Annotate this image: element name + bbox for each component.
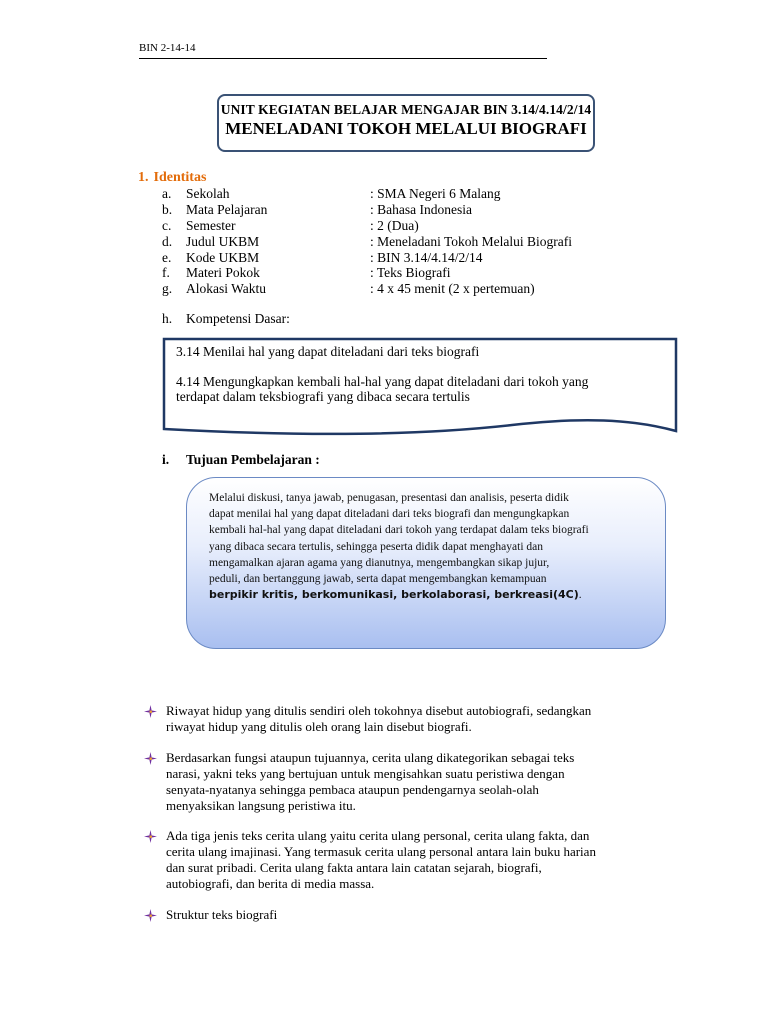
row-letter: b. <box>162 202 173 217</box>
tujuan-line: Melalui diskusi, tanya jawab, penugasan, presentasi dan analisis, peserta didik <box>209 492 569 504</box>
tujuan-line: dapat menilai hal yang dapat diteladani dari teks biografi dan mengungkapkan <box>209 508 570 521</box>
identitas-row-alokasi <box>162 281 602 297</box>
row-letter: c. <box>162 218 172 233</box>
row-value: : Meneladani Tokoh Melalui Biografi <box>370 234 573 249</box>
identitas-row-judul <box>162 234 602 250</box>
tujuan-bold-text: berpikir kritis, berkomunikasi, berkolaborasi, berkreasi(4C) <box>209 588 579 602</box>
identitas-row-mata-pelajaran <box>162 202 602 218</box>
row-label: Alokasi Waktu <box>186 281 267 296</box>
bullet-line: Riwayat hidup yang ditulis sendiri oleh tokohnya disebut autobiografi, sedangkan <box>166 703 592 718</box>
row-label: Materi Pokok <box>186 265 260 280</box>
title-box <box>217 94 595 152</box>
row-letter: f. <box>162 265 170 280</box>
kd-4-14-line2: terdapat dalam teksbiografi yang dibaca secara tertulis <box>176 389 470 404</box>
tujuan-tail: . <box>578 589 582 602</box>
kompetensi-heading <box>162 311 290 327</box>
four-point-star-bullet-icon <box>144 909 157 922</box>
row-value: : 4 x 45 menit (2 x pertemuan) <box>370 281 535 296</box>
row-letter: d. <box>162 234 173 249</box>
section-title: Identitas <box>153 170 207 185</box>
bullet-line: senyata-nyatanya sehingga pembaca ataupun pendengarnya seolah-olah <box>166 782 539 797</box>
four-point-star-bullet-icon <box>144 752 157 765</box>
kd-4-14-line1: 4.14 Mengungkapkan kembali hal-hal yang dapat diteladani dari tokoh yang <box>176 374 589 389</box>
identitas-row-semester <box>162 218 602 234</box>
row-value: : Teks Biografi <box>370 265 451 280</box>
row-letter: g. <box>162 281 173 296</box>
tujuan-line: kembali hal-hal yang dapat diteladani dari tokoh yang terdapat dalam teks biografi <box>209 524 589 537</box>
bullet-line: autobiografi, dan berita di media massa. <box>166 876 375 891</box>
tujuan-box <box>186 477 666 649</box>
tujuan-heading <box>162 452 320 468</box>
identitas-row-sekolah <box>162 186 602 202</box>
document-code: BIN 2-14-14 <box>139 42 196 54</box>
bullet-line: Struktur teks biografi <box>166 907 278 922</box>
row-value: : BIN 3.14/4.14/2/14 <box>370 250 483 265</box>
row-value: : 2 (Dua) <box>370 218 419 233</box>
header-rule <box>139 58 547 59</box>
title-unit: UNIT KEGIATAN BELAJAR MENGAJAR BIN 3.14/4.14/2/14 <box>220 102 592 117</box>
tujuan-line-bold <box>209 587 649 603</box>
row-letter: a. <box>162 186 172 201</box>
bullet-line: Ada tiga jenis teks cerita ulang yaitu cerita ulang personal, cerita ulang fakta, dan <box>166 828 590 843</box>
row-label: Kode UKBM <box>186 250 260 265</box>
section-identitas-heading <box>138 170 206 186</box>
bullet-line: riwayat hidup yang ditulis oleh orang lain disebut biografi. <box>166 719 472 734</box>
bullet-line: dan surat pribadi. Cerita ulang fakta antara lain catatan sejarah, biografi, <box>166 860 542 875</box>
row-label: Judul UKBM <box>186 234 260 249</box>
four-point-star-bullet-icon <box>144 830 157 843</box>
identitas-row-materi <box>162 265 602 281</box>
kompetensi-label: Kompetensi Dasar: <box>186 311 290 326</box>
kd-3-14: 3.14 Menilai hal yang dapat diteladani dari teks biografi <box>176 344 480 359</box>
row-letter: i. <box>162 452 170 467</box>
tujuan-line: yang dibaca secara tertulis, sehingga peserta didik dapat menghayati dan <box>209 540 544 553</box>
identitas-row-kode <box>162 250 602 266</box>
row-label: Sekolah <box>186 186 230 201</box>
tujuan-line: mengamalkan ajaran agama yang dianutnya, mengembangkan sikap jujur, <box>209 556 550 569</box>
bullet-line: cerita ulang imajinasi. Yang termasuk cerita ulang personal antara lain buku harian <box>166 844 596 859</box>
bullet-line: narasi, yakni teks yang bertujuan untuk mengisahkan suatu peristiwa dengan <box>166 766 565 781</box>
bullet-line: Berdasarkan fungsi ataupun tujuannya, cerita ulang dikategorikan sebagai teks <box>166 750 575 765</box>
row-letter: e. <box>162 250 172 265</box>
section-number: 1. <box>138 170 149 185</box>
tujuan-text <box>209 490 649 603</box>
row-label: Mata Pelajaran <box>186 202 268 217</box>
four-point-star-bullet-icon <box>144 705 157 718</box>
bullet-line: menyaksikan langsung peristiwa itu. <box>166 798 356 813</box>
row-value: : Bahasa Indonesia <box>370 202 472 217</box>
row-letter: h. <box>162 311 173 326</box>
title-main: MENELADANI TOKOH MELALUI BIOGRAFI <box>225 119 587 138</box>
row-value: : SMA Negeri 6 Malang <box>370 186 501 201</box>
tujuan-line: peduli, dan bertanggung jawab, serta dapat mengembangkan kemampuan <box>209 573 547 586</box>
row-label: Semester <box>186 218 236 233</box>
tujuan-label: Tujuan Pembelajaran : <box>186 452 320 467</box>
